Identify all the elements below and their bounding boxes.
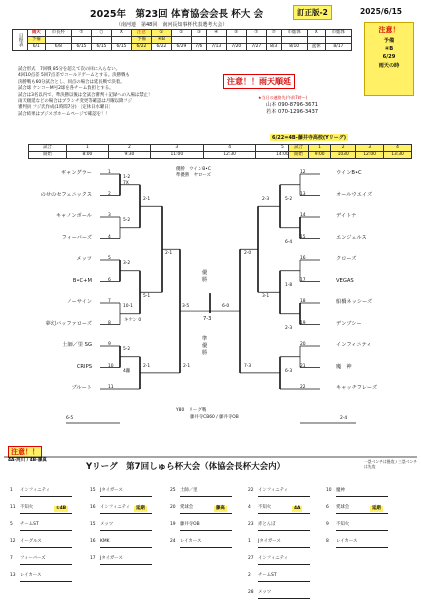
seed-number-right: 12 <box>300 170 306 175</box>
time-head: 3 <box>150 145 203 152</box>
score-left: 5-2 <box>123 218 131 223</box>
team-name-left: フィーバーズ <box>61 234 92 241</box>
score-left: 4轟 <box>123 368 131 374</box>
ylg-match-number: 4 <box>248 505 251 510</box>
time-head: 5 <box>256 145 309 152</box>
tournament-bracket <box>0 166 421 438</box>
time-cell: 開始 <box>29 152 67 159</box>
seed-number-right: 13 <box>300 191 306 197</box>
contact-heading: ★当日の連絡先(午前7時〜) <box>258 95 308 100</box>
team-name-right: キャッチフレーズ <box>336 385 378 391</box>
side-table <box>288 144 412 159</box>
side-cell: 1030 <box>331 152 356 159</box>
seed-number-right: 22 <box>300 385 306 390</box>
time-cell: 11:00 <box>150 152 203 159</box>
ylg-team-name: 魔神 <box>336 488 345 493</box>
score-right: 6-3 <box>285 368 293 374</box>
schedule-date: 7/13 <box>206 44 226 51</box>
team-name-left: CRIPS <box>76 363 92 370</box>
ylg-bracket-line <box>20 581 72 582</box>
score-right: 1-8 <box>285 282 293 288</box>
schedule-head: ⑤ <box>226 30 246 37</box>
ylg-match-number: 1 <box>248 539 251 544</box>
score-left: 10-1 <box>123 304 133 309</box>
side-table-caption: 6/22=4B-藤井寺高校(Yリーグ) <box>272 135 347 141</box>
team-name-right: クローズ <box>336 256 357 262</box>
seed-number-left: 10 <box>108 363 114 369</box>
score-left: 2-1 <box>165 251 173 257</box>
ylg-team-name: 不知火 <box>20 505 34 510</box>
note-text: 試合は3名以内で、準決勝以後は全試合審判＋記録への入場は禁止！ <box>18 92 153 98</box>
score-left: 7X <box>123 180 129 186</box>
ylg-match-row <box>248 578 322 599</box>
rain-reserve-note <box>364 22 414 96</box>
schedule-date: 7/20 <box>226 44 246 51</box>
side-head: 1 <box>309 145 331 152</box>
seed-number-right: 14 <box>300 213 306 218</box>
side-cell: 9:00 <box>309 152 331 159</box>
ylg-team-name: 赤とんぼ <box>258 522 276 527</box>
ylg-match-number: 2 <box>248 573 251 578</box>
note-text: 試合球 ケンコーM号2球を各チーム負担とする。 <box>18 86 114 92</box>
ylg-team-name: Jタイガース <box>100 488 123 493</box>
score-right: 3-1 <box>262 294 270 300</box>
ylg-match-number: 13 <box>10 573 16 578</box>
ylg-venue-tag: 藤高 <box>216 506 225 511</box>
ylg-match-number: 12 <box>10 539 16 544</box>
time-cell: 9:30 <box>108 152 150 159</box>
ylg-team-name: フィーバーズ <box>20 556 46 561</box>
score-left: 2-1 <box>183 363 191 369</box>
schedule-date: 6/1 <box>27 44 45 51</box>
note-line: 6/29 <box>382 54 396 61</box>
seed-number-right: 18 <box>300 299 306 304</box>
revision-badge: 訂正版-2 <box>293 5 332 20</box>
score-left: 2-1 <box>143 197 151 203</box>
side-cell: 開始 <box>289 152 309 159</box>
note-text: 4回10点差 5回7点差でコールドゲームとする。決勝戦も <box>18 73 130 79</box>
schedule-head: ⑦ <box>246 30 266 37</box>
team-name-left: キャノンボール <box>55 213 92 219</box>
seed-number-right: 15 <box>300 234 306 240</box>
ylg-team-name: 不知火 <box>336 522 350 527</box>
ylg-team-name: 愛球会 <box>336 505 350 510</box>
side-head: 3 <box>356 145 384 152</box>
time-head: 1 <box>66 145 108 152</box>
ylg-team-name: インフィニティ <box>258 488 289 493</box>
subtitle: （南河連 第48回 南河長知事杯代表選考大会） <box>116 22 228 28</box>
team-name-right: VEGAS <box>336 277 354 284</box>
ylg-team-name: KMK <box>100 539 110 544</box>
time-table <box>28 144 324 159</box>
schedule-date: 6/22 <box>151 44 171 51</box>
schedule-date: 6/22 <box>131 44 151 51</box>
note-text: 審判員 フジ氏作成(1時間7分) 〔定休日水曜日〕 <box>18 105 114 111</box>
side-cell: 12:00 <box>356 152 384 159</box>
runner-up-label: 準 <box>202 336 208 343</box>
ylg-match-row <box>326 527 400 548</box>
score-right: 6-4 <box>285 239 293 245</box>
ylg-bench-note: 一塁ベンチは後攻 / 三塁ベンチは先攻 <box>364 459 418 470</box>
ylg-title: Yリーグ 第7回しゅら杯大会（体協会長杯大会内） <box>86 462 286 472</box>
score-right: 2-3 <box>262 197 270 203</box>
ylg-team-name: インフィニティ <box>100 505 131 510</box>
team-name-right: エンジェルス <box>336 234 367 241</box>
schedule-date: 6/8 <box>45 44 71 51</box>
team-name-left: のせのセフェニックス <box>40 191 92 198</box>
seed-number-right: 21 <box>300 363 306 369</box>
time-cell: 8:00 <box>66 152 108 159</box>
contact-box <box>258 96 318 115</box>
side-cell: 13:30 <box>384 152 412 159</box>
ylg-team-name: 愛球会 <box>180 505 194 510</box>
ylg-match-number: 1 <box>10 488 13 493</box>
schedule-head: ③ <box>191 30 206 37</box>
seed-number-left: 4 <box>108 234 111 240</box>
note-text: 試合形式 7回戦 85分を超えて次の回に入らない。 <box>18 67 120 72</box>
ylg-team-name: イーグルス <box>20 539 42 544</box>
ylg-match-number: 27 <box>248 556 254 561</box>
schedule-head: ⑦ <box>71 30 91 37</box>
score-left: 2-1 <box>143 363 151 369</box>
note-line: ④B <box>384 46 394 53</box>
score-right: 7-3 <box>244 363 252 369</box>
ylg-match-number: 23 <box>248 522 254 527</box>
time-head: 4 <box>203 145 256 152</box>
score-left: 1-2 <box>123 175 131 180</box>
final-score: 7-3 <box>203 316 212 323</box>
third-score-left: 6-5 <box>66 416 74 421</box>
time-cell: 14:00 <box>256 152 309 159</box>
team-name-right: インフィニティ <box>336 342 372 348</box>
schedule-head: ⑦ <box>266 30 281 37</box>
team-name-left: 土師／里 SG <box>62 342 92 348</box>
score-right: 2-0 <box>244 251 252 257</box>
ylg-team-name: メッツ <box>258 590 272 595</box>
schedule-date: 盆休 <box>307 44 325 51</box>
note-text: 試合結果はブジスポホームページで確認を！！ <box>18 111 110 117</box>
ylg-team-name: 土師／里 <box>180 488 198 493</box>
side-head: 4 <box>384 145 412 152</box>
ylg-match-number: 19 <box>170 522 176 527</box>
time-head: 試合 <box>29 145 67 152</box>
schedule-date: 7/6 <box>191 44 206 51</box>
time-cell: 12:30 <box>203 152 256 159</box>
schedule-head: 市総体 <box>281 30 307 37</box>
score-left: 3-2 <box>123 261 131 266</box>
ylg-team-name: レイカース <box>180 539 202 544</box>
ylg-match-row <box>10 561 84 582</box>
winner-line: 準優勝 ヤローズ <box>176 173 211 179</box>
note-line: 予備 <box>383 38 395 44</box>
winner-line: 優勝 ウインB•C <box>176 167 211 172</box>
seed-number-left: 11 <box>108 385 114 390</box>
schedule-head: ④ <box>206 30 226 37</box>
ylg-team-name: チームST <box>20 522 39 527</box>
schedule-head: ① <box>151 30 171 37</box>
ylg-match-number: 16 <box>90 539 96 544</box>
ylg-team-name: Jタイガース <box>100 556 123 561</box>
ylg-match-number: 22 <box>248 488 254 493</box>
ylg-left-tag: 4A-河川 / 4B-藤真 <box>8 458 47 463</box>
schedule-date: 8/10 <box>281 44 307 51</box>
schedule-head: ○ <box>91 30 111 37</box>
ylg-bracket-line <box>258 598 310 599</box>
schedule-date: 6/15 <box>111 44 131 51</box>
ylg-match-number: 17 <box>90 556 96 561</box>
third-center-label2: 藤井寺CB60 / 藤井寺OB <box>190 415 239 420</box>
seed-number-left: 9 <box>108 342 111 347</box>
score-right: 6-0 <box>222 304 230 310</box>
schedule-date: 6/29 <box>171 44 191 51</box>
ylg-bracket-line <box>336 547 388 548</box>
runner-up-label: 勝 <box>202 350 208 357</box>
ylg-team-name: 藤井寺OB <box>180 522 200 527</box>
ylg-match-number: 11 <box>10 505 16 510</box>
ylg-match-number: 8 <box>326 539 329 544</box>
page-title: 2025年 第23回 体育協会会長 杯大 会 <box>90 9 264 20</box>
ylg-league-grid <box>0 476 421 600</box>
ylg-team-name: チームST <box>258 573 277 578</box>
contact-line: 山本 090-8796-3671 <box>266 102 319 108</box>
ylg-match-number: 24 <box>170 539 176 544</box>
ylg-bracket-line <box>180 547 232 548</box>
seed-number-left: 3 <box>108 213 111 218</box>
score-right: 5-2 <box>285 196 293 202</box>
team-name-left: ブルート <box>71 385 92 391</box>
date-label: 2025/6/15 <box>360 7 403 16</box>
schedule-date: 7/27 <box>246 44 266 51</box>
rain-postpone-warning: 注意！！雨天順延 <box>223 74 295 89</box>
team-name-left: B•C+M <box>72 277 92 284</box>
ylg-match-number: 7 <box>10 556 13 561</box>
champion-label: 勝 <box>202 277 208 284</box>
schedule-head: ② <box>171 30 191 37</box>
team-name-left: ギャングラー <box>60 170 92 176</box>
seed-number-left: 6 <box>108 277 111 283</box>
ylg-team-name: インフィニティ <box>20 488 51 493</box>
ylg-match-number: 15 <box>90 522 96 527</box>
ylg-match-number: 5 <box>10 522 13 527</box>
ylg-venue-tag: ①4B <box>56 506 67 511</box>
team-name-left: ノーサイン <box>66 299 92 305</box>
team-name-right: 魔 神 <box>336 363 352 370</box>
ylg-match-number: 25 <box>170 488 176 493</box>
seed-number-left: 7 <box>108 299 111 304</box>
rules-notes <box>18 68 152 119</box>
schedule-table: 日程表 雨天 市長杯 ⑦ ○ X 注意 ① ② ③ ④ ⑤ ⑦ ⑦ 市総体 X 市総体 予備 予備 ④B 6/1 6/8 6/15 6/15 6/15 6/22 6/22 6/29 7/6 7/13 7/20 7/27 8/3 8/10 盆休 8/17 <box>12 29 352 51</box>
ylg-venue-tag: 延期 <box>372 506 381 511</box>
schedule-mark: 予備 <box>131 37 151 44</box>
third-center-label: Y80 リーグ戦 <box>176 408 207 413</box>
seed-number-right: 20 <box>300 342 306 347</box>
ylg-team-name: レイカース <box>20 573 42 578</box>
contact-line: 若本 070-1296-3437 <box>266 109 319 116</box>
ylg-separator <box>0 456 421 458</box>
seed-number-right: 17 <box>300 277 306 283</box>
ylg-match-number: 10 <box>326 488 332 493</box>
ylg-team-name: 不知火 <box>258 505 272 510</box>
ylg-team-name: レイカース <box>336 539 358 544</box>
schedule-head: 市総体 <box>325 30 351 37</box>
team-name-left: 夢幻バッファローズ <box>45 320 92 327</box>
schedule-head: X <box>307 30 325 37</box>
team-name-right: デンブシー <box>336 320 362 327</box>
ylg-match-row <box>90 544 164 565</box>
schedule-date: 6/15 <box>71 44 91 51</box>
score-left: 5-1 <box>143 294 151 300</box>
ylg-venue-tag: 4A <box>294 506 301 511</box>
ylg-bracket-line <box>100 564 152 565</box>
seed-number-right: 19 <box>300 320 306 326</box>
seed-number-right: 16 <box>300 256 306 261</box>
ylg-team-name: メッツ <box>100 522 114 527</box>
side-head: 2 <box>331 145 356 152</box>
schedule-head: 注意 <box>131 30 151 37</box>
ylg-team-name: インフィニティ <box>258 556 289 561</box>
note-line: 雨天の時 <box>378 62 400 69</box>
seed-number-left: 2 <box>108 191 111 197</box>
ylg-match-number: 15 <box>90 488 96 493</box>
runner-up-label: 優 <box>202 343 208 350</box>
schedule-head: 市長杯 <box>45 30 71 37</box>
schedule-date: 6/15 <box>91 44 111 51</box>
note-title: 注意！ <box>378 26 400 34</box>
champion-label: 優 <box>202 270 208 277</box>
ylg-team-name: Jタイガース <box>258 539 281 544</box>
ylg-match-number: 20 <box>170 505 176 510</box>
ylg-match-row <box>170 527 244 548</box>
ylg-match-number: 28 <box>248 590 254 595</box>
schedule-head: X <box>111 30 131 37</box>
score-left: 5-2 <box>123 347 131 352</box>
score-left: 3-5 <box>182 304 190 310</box>
schedule-row-label: 日程表 <box>13 30 28 51</box>
team-name-right: 船橋ネッシーズ <box>336 299 373 305</box>
note-text: 雨天順延などの場合はブランチ変更等確認は月曜以降フジ <box>18 99 132 105</box>
schedule-date: 8/17 <box>325 44 351 51</box>
ylg-match-number: 6 <box>326 505 329 510</box>
ylg-warning: 注意！！ <box>8 446 42 458</box>
side-head: 試合 <box>289 145 309 152</box>
ylg-match-number: 9 <box>326 522 329 527</box>
score-left: キケン 0 <box>124 317 142 323</box>
seed-number-left: 8 <box>108 320 111 326</box>
seed-number-left: 5 <box>108 256 111 261</box>
team-name-right: オールウエイズ <box>336 191 373 198</box>
third-score-right: 2-4 <box>340 416 348 421</box>
team-name-left: メッツ <box>76 256 92 262</box>
schedule-head: 雨天 <box>27 30 45 37</box>
seed-number-left: 1 <box>108 170 111 175</box>
ylg-match-number: 16 <box>90 505 96 510</box>
team-name-right: ウインB•C <box>336 170 362 176</box>
schedule-date: 8/3 <box>266 44 281 51</box>
time-head: 2 <box>108 145 150 152</box>
schedule-mark: 予備 <box>27 37 45 44</box>
team-name-right: デイトナ <box>336 213 357 219</box>
score-right: 2-3 <box>285 325 293 331</box>
note-text: 決勝戦も60分試合とし、同点の場合は延長戦で決着。 <box>18 79 125 85</box>
winners-summary <box>176 168 211 179</box>
ylg-venue-tag: 延期 <box>136 506 145 511</box>
